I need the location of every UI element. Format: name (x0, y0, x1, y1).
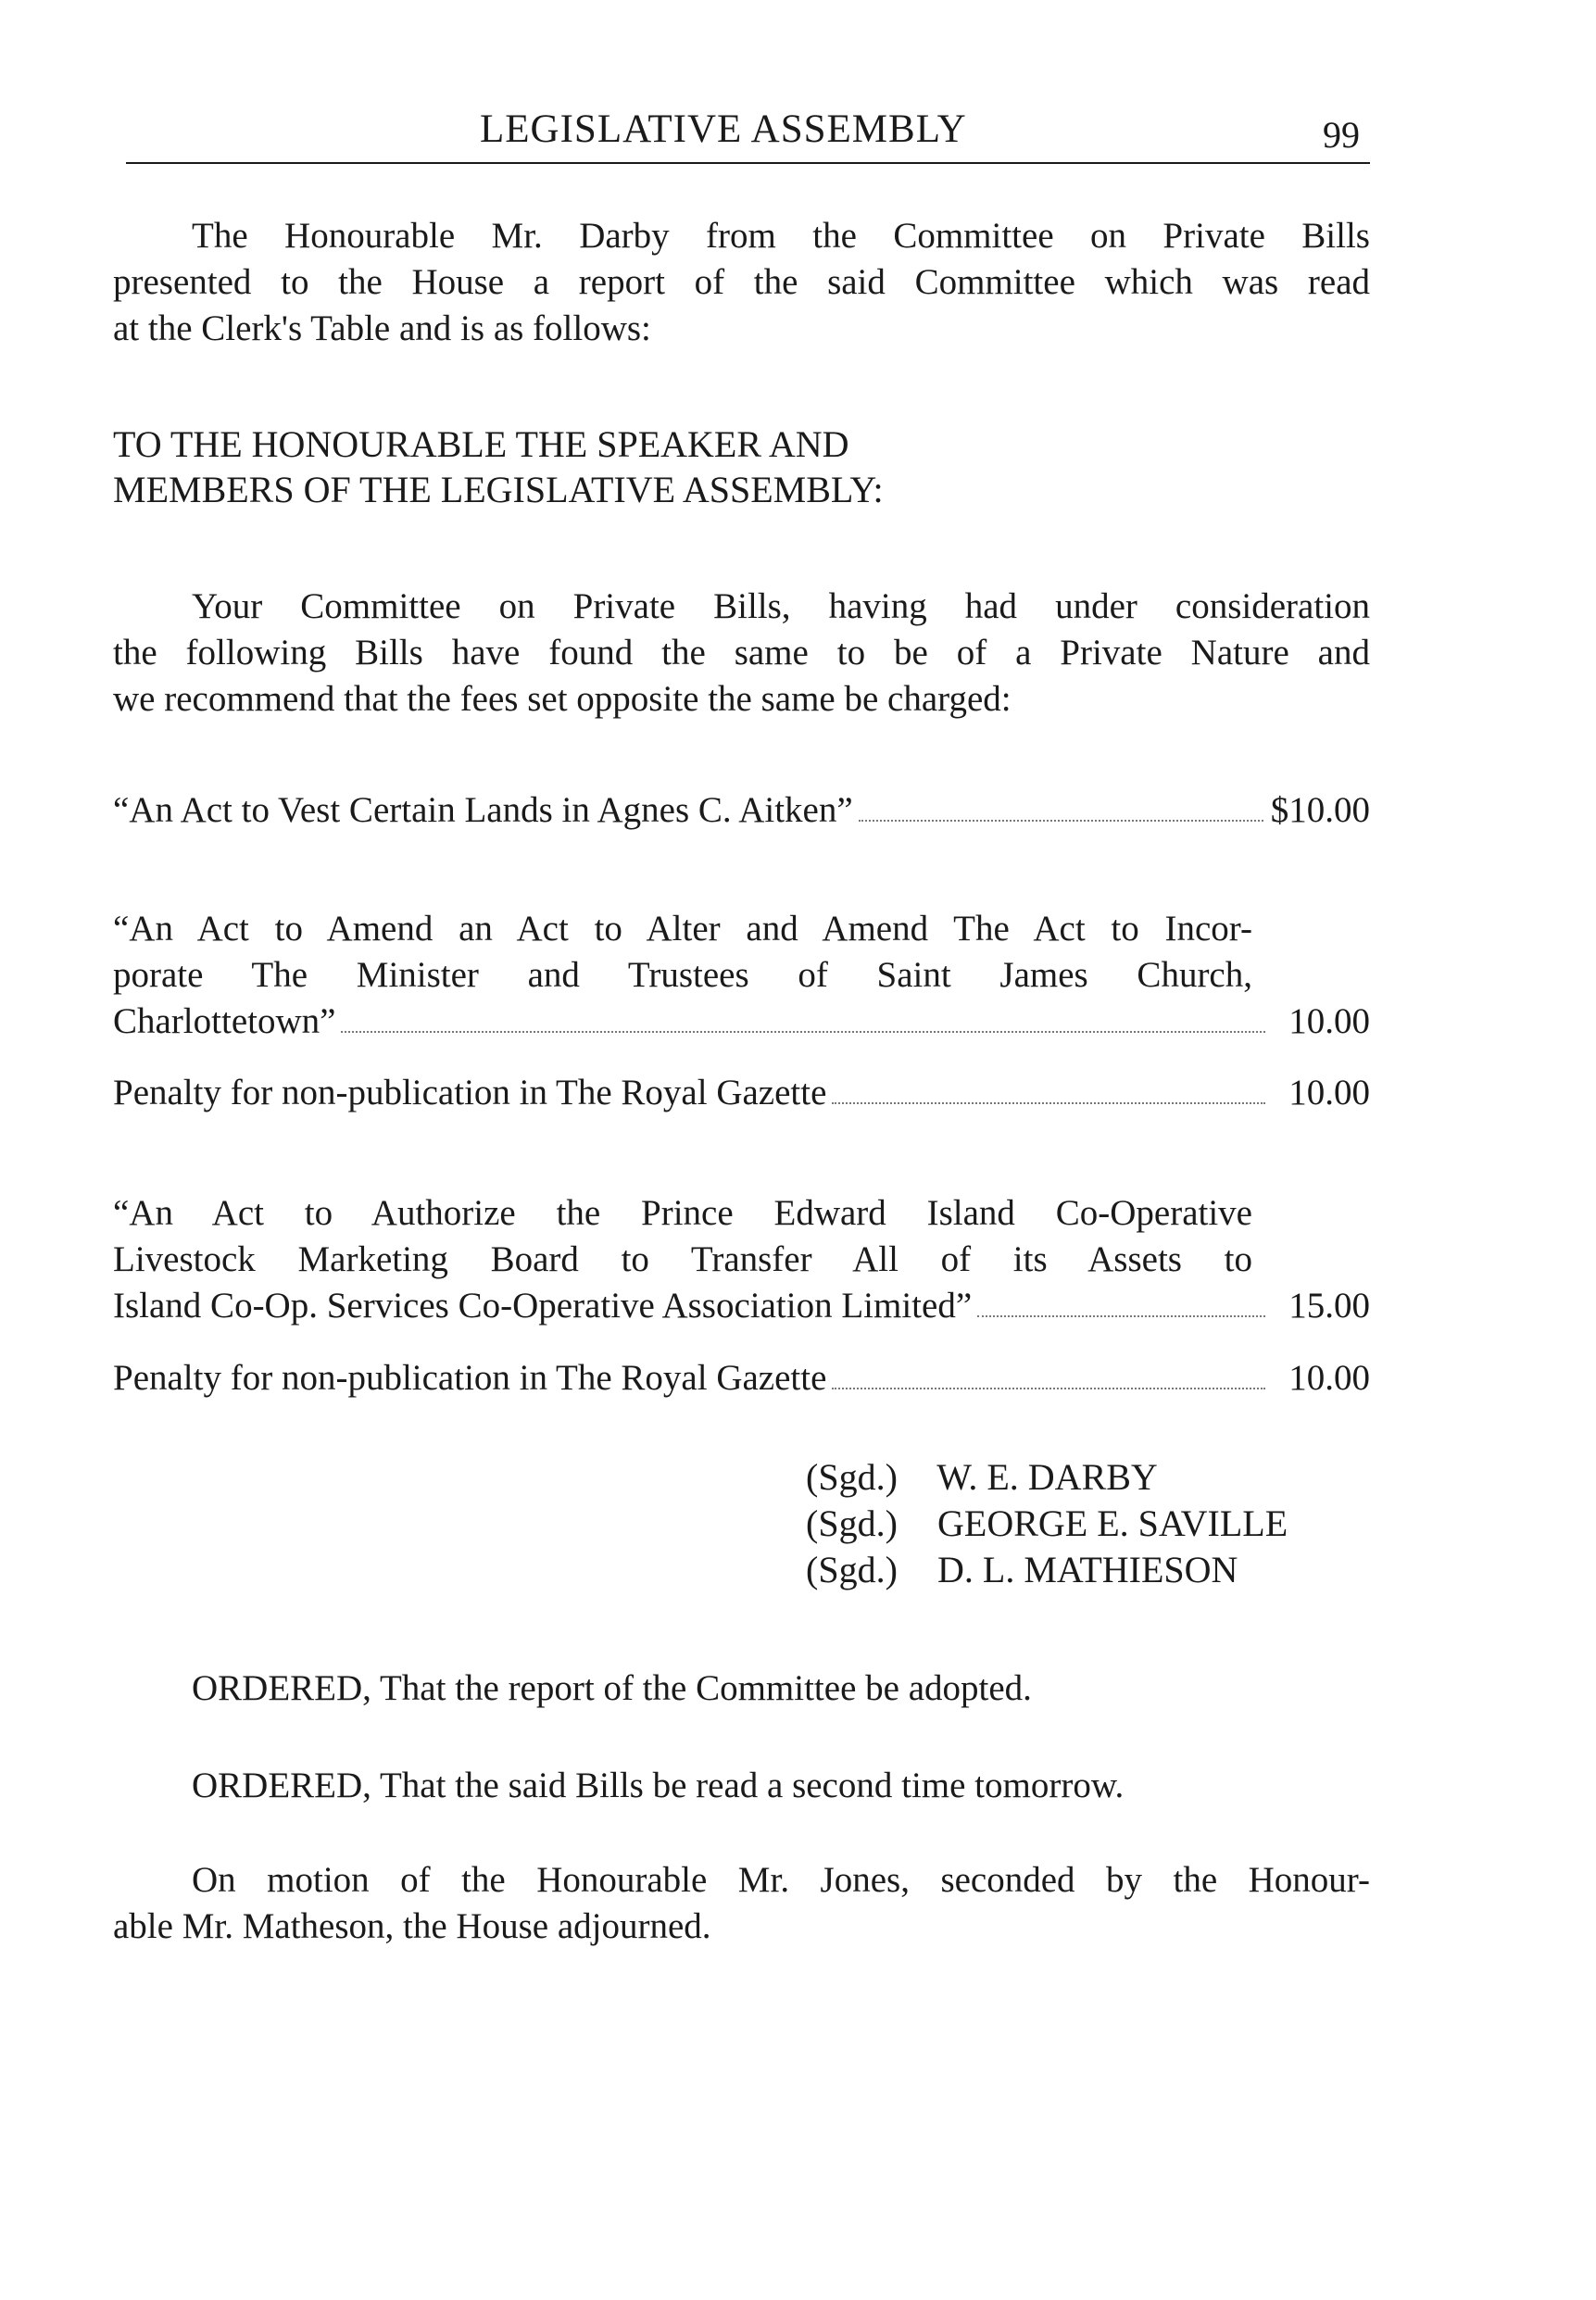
fee-item-title: “An Act to Vest Certain Lands in Agnes C. Aitken” (113, 790, 853, 830)
report-line: we recommend that the fees set opposite the same be charged: (113, 679, 1012, 719)
fee-amount: 10.00 (1288, 1073, 1370, 1112)
signature-line (806, 1501, 1288, 1547)
dot-leader (341, 1031, 1265, 1033)
dot-leader (859, 820, 1263, 822)
page-number: 99 (1323, 114, 1360, 156)
penalty-row (113, 1355, 1370, 1401)
closing-line: On motion of the Honourable Mr. Jones, seconded by the Honour- (192, 1860, 1370, 1900)
fee-amount: 10.00 (1288, 1001, 1370, 1041)
signatory-name: GEORGE E. SAVILLE (937, 1502, 1288, 1544)
running-header-title: LEGISLATIVE ASSEMBLY (480, 107, 967, 151)
penalty-row (113, 1070, 1370, 1116)
signatory-name: D. L. MATHIESON (937, 1549, 1238, 1590)
intro-line: at the Clerk's Table and is as follows: (113, 308, 651, 348)
signatory-name: W. E. DARBY (936, 1456, 1158, 1498)
order-adopted: ORDERED, That the report of the Committee be adopted. (192, 1668, 1032, 1708)
signature-prefix: (Sgd.) (806, 1502, 898, 1544)
address-heading (113, 421, 884, 512)
dot-leader (977, 1315, 1265, 1317)
intro-line: The Honourable Mr. Darby from the Committee on Private Bills (192, 216, 1370, 256)
penalty-label: Penalty for non-publication in The Royal Gazette (113, 1073, 827, 1112)
fee-amount: $10.00 (1270, 790, 1370, 830)
signature-line (806, 1547, 1288, 1593)
signature-line (806, 1454, 1288, 1501)
penalty-label: Penalty for non-publication in The Royal Gazette (113, 1358, 827, 1398)
fee-item-line: porate The Minister and Trustees of Saint James Church, (113, 955, 1252, 995)
dot-leader (832, 1388, 1265, 1389)
intro-line: presented to the House a report of the said Committee which was read (113, 262, 1370, 302)
fee-item (113, 787, 1370, 834)
dot-leader (832, 1102, 1265, 1104)
intro-paragraph (113, 213, 1370, 352)
fee-item-line: Livestock Marketing Board to Transfer All of its Assets to (113, 1239, 1252, 1279)
signature-prefix: (Sgd.) (806, 1456, 898, 1498)
fee-item-line: Island Co-Op. Services Co-Operative Association Limited” (113, 1286, 973, 1326)
fee-item-line: “An Act to Amend an Act to Alter and Amend The Act to Incor- (113, 909, 1252, 949)
fee-item (113, 1190, 1370, 1329)
signature-prefix: (Sgd.) (806, 1549, 898, 1590)
fee-item (113, 906, 1370, 1045)
report-line: the following Bills have found the same to be of a Private Nature and (113, 633, 1370, 672)
order-second-reading: ORDERED, That the said Bills be read a second time tomorrow. (192, 1766, 1125, 1805)
closing-line: able Mr. Matheson, the House adjourned. (113, 1906, 711, 1946)
address-line: MEMBERS OF THE LEGISLATIVE ASSEMBLY: (113, 469, 884, 510)
header-rule (126, 162, 1370, 164)
fee-amount: 10.00 (1288, 1358, 1370, 1398)
signature-block (806, 1454, 1288, 1593)
report-paragraph (113, 584, 1370, 723)
report-line: Your Committee on Private Bills, having had under consideration (192, 586, 1370, 626)
fee-amount: 15.00 (1288, 1286, 1370, 1326)
address-line: TO THE HONOURABLE THE SPEAKER AND (113, 423, 849, 465)
closing-paragraph (113, 1857, 1370, 1950)
fee-item-line: “An Act to Authorize the Prince Edward Island Co-Operative (113, 1193, 1252, 1233)
fee-item-line: Charlottetown” (113, 1001, 336, 1041)
